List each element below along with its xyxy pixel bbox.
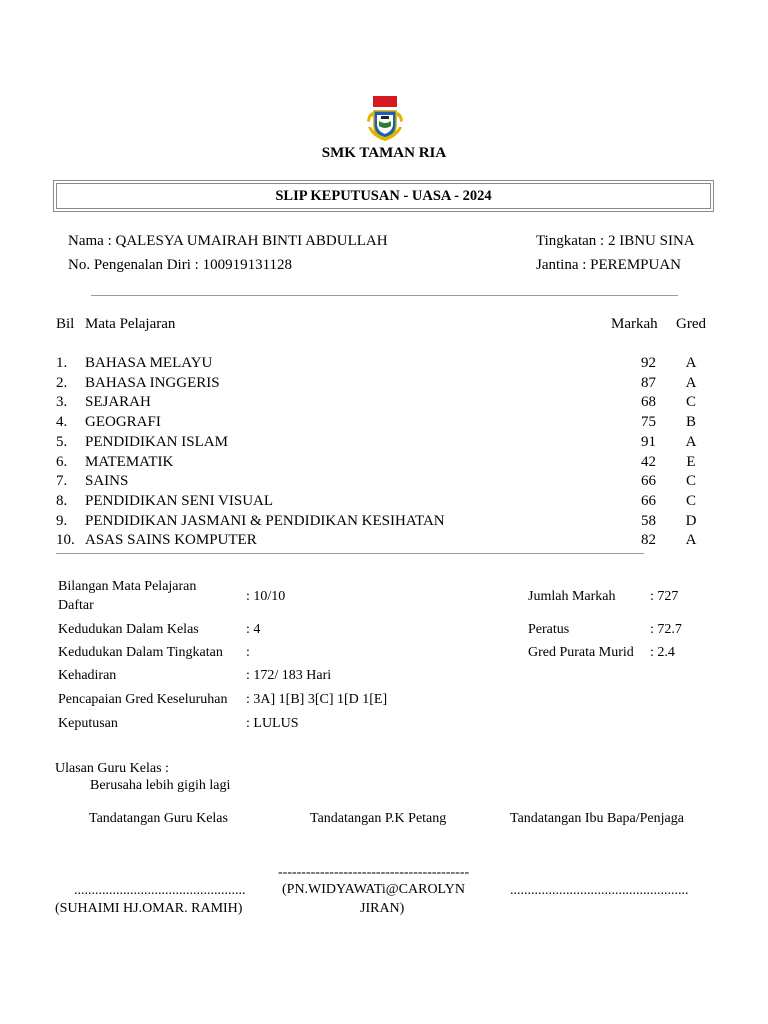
decision-label: Keputusan: [58, 716, 118, 731]
parent-signature-label: Tandatangan Ibu Bapa/Penjaga: [510, 811, 684, 826]
table-row: [56, 353, 706, 373]
total-marks-value: : 727: [650, 589, 679, 604]
school-crest-icon: [366, 95, 404, 143]
table-row: [56, 491, 706, 511]
total-marks-label: Jumlah Markah: [528, 589, 616, 604]
subjects-registered-label-2: Daftar: [58, 598, 94, 613]
subjects-registered-value: : 10/10: [246, 589, 286, 604]
row-number: 5.: [56, 433, 68, 450]
table-row: [56, 530, 706, 550]
percentage-value: : 72.7: [650, 622, 682, 637]
table-row: [56, 471, 706, 491]
row-number: 9.: [56, 512, 68, 529]
header-subject: Mata Pelajaran: [85, 316, 176, 332]
row-grade: C: [685, 394, 696, 411]
school-name: SMK TAMAN RIA: [321, 145, 447, 161]
row-mark: 58: [641, 512, 656, 529]
table-row: [56, 373, 706, 393]
remarks-label: Ulasan Guru Kelas :: [55, 761, 169, 776]
remarks-text: Berusaha lebih gigih lagi: [90, 778, 231, 793]
student-id: 100919131128: [202, 257, 293, 273]
row-number: 10.: [56, 532, 75, 549]
teacher-signature-label: Tandatangan Guru Kelas: [89, 811, 228, 826]
student-id-line: [68, 256, 292, 274]
row-subject: GEOGRAFI: [85, 414, 161, 431]
row-mark: 75: [641, 414, 656, 431]
student-class-line: [536, 232, 695, 250]
row-grade: C: [685, 473, 696, 490]
row-number: 1.: [56, 355, 68, 371]
row-mark: 91: [641, 433, 656, 450]
student-name-line: [68, 232, 388, 250]
row-mark: 68: [641, 394, 656, 411]
row-grade: D: [685, 512, 697, 529]
teacher-name: (SUHAIMI HJ.OMAR. RAMIH): [55, 901, 243, 916]
row-number: 3.: [56, 394, 68, 411]
row-mark: 87: [641, 374, 656, 391]
row-subject: BAHASA INGGERIS: [85, 374, 220, 391]
row-grade: C: [685, 492, 696, 509]
row-number: 7.: [56, 473, 68, 490]
form-rank-value: :: [246, 645, 250, 660]
row-subject: PENDIDIKAN ISLAM: [85, 433, 228, 450]
header-grade: Gred: [676, 316, 706, 332]
row-mark: 66: [641, 473, 656, 490]
info-divider: [91, 295, 678, 296]
row-number: 8.: [56, 492, 68, 509]
pk-signature-label: Tandatangan P.K Petang: [310, 811, 447, 826]
table-row: [56, 432, 706, 452]
class-rank-value: : 4: [246, 622, 261, 637]
row-mark: 42: [641, 453, 656, 470]
gpa-value: : 2.4: [650, 645, 675, 660]
table-bottom-rule: [56, 553, 644, 554]
row-subject: PENDIDIKAN JASMANI & PENDIDIKAN KESIHATAN: [85, 512, 445, 529]
student-class: 2 IBNU SINA: [607, 233, 695, 249]
row-grade: A: [685, 374, 697, 391]
student-name: QALESYA UMAIRAH BINTI ABDULLAH: [115, 233, 388, 249]
table-row: [56, 412, 706, 432]
row-subject: SAINS: [85, 473, 129, 490]
student-name-label: Nama :: [68, 233, 116, 249]
table-row: [56, 392, 706, 412]
row-subject: ASAS SAINS KOMPUTER: [85, 532, 257, 549]
header-no: Bil: [56, 316, 75, 332]
grade-achievement-value: : 3A] 1[B] 3[C] 1[D 1[E]: [246, 692, 388, 707]
results-table-header: [56, 314, 706, 334]
decision-value: : LULUS: [246, 716, 299, 731]
row-number: 4.: [56, 414, 68, 431]
class-rank-label: Kedudukan Dalam Kelas: [58, 622, 199, 637]
row-subject: MATEMATIK: [85, 453, 174, 470]
table-row: [56, 511, 706, 531]
attendance-value: : 172/ 183 Hari: [246, 668, 332, 683]
row-mark: 92: [641, 355, 656, 371]
row-subject: BAHASA MELAYU: [85, 355, 213, 371]
row-number: 2.: [56, 374, 68, 391]
row-grade: A: [685, 355, 697, 371]
slip-title: SLIP KEPUTUSAN - UASA - 2024: [275, 188, 492, 204]
table-row: [56, 452, 706, 472]
slip-title-box: [53, 180, 714, 212]
pk-signature-line: -----------------------------------------: [278, 865, 470, 880]
row-subject: PENDIDIKAN SENI VISUAL: [85, 492, 274, 509]
row-grade: A: [685, 532, 697, 549]
gpa-label: Gred Purata Murid: [528, 645, 634, 660]
subjects-registered-label-1: Bilangan Mata Pelajaran: [58, 579, 197, 594]
student-class-label: Tingkatan :: [536, 233, 608, 249]
row-grade: A: [685, 433, 697, 450]
student-gender-label: Jantina :: [536, 257, 591, 273]
row-grade: B: [685, 414, 696, 431]
row-grade: E: [686, 453, 696, 470]
attendance-label: Kehadiran: [58, 668, 117, 683]
row-subject: SEJARAH: [85, 394, 151, 411]
student-gender: PEREMPUAN: [590, 257, 682, 273]
row-mark: 82: [641, 532, 656, 549]
grade-achievement-label: Pencapaian Gred Keseluruhan: [58, 692, 228, 707]
pk-name-line-2: JIRAN): [360, 901, 405, 916]
pk-name-line-1: (PN.WIDYAWATi@CAROLYN: [282, 882, 465, 897]
row-mark: 66: [641, 492, 656, 509]
teacher-signature-line: .................................................: [74, 883, 246, 898]
header-mark: Markah: [611, 316, 658, 332]
form-rank-label: Kedudukan Dalam Tingkatan: [58, 645, 223, 660]
percentage-label: Peratus: [528, 622, 570, 637]
student-gender-line: [536, 256, 681, 274]
parent-signature-line: ...................................................: [510, 883, 689, 898]
row-number: 6.: [56, 453, 68, 470]
student-id-label: No. Pengenalan Diri :: [68, 257, 203, 273]
